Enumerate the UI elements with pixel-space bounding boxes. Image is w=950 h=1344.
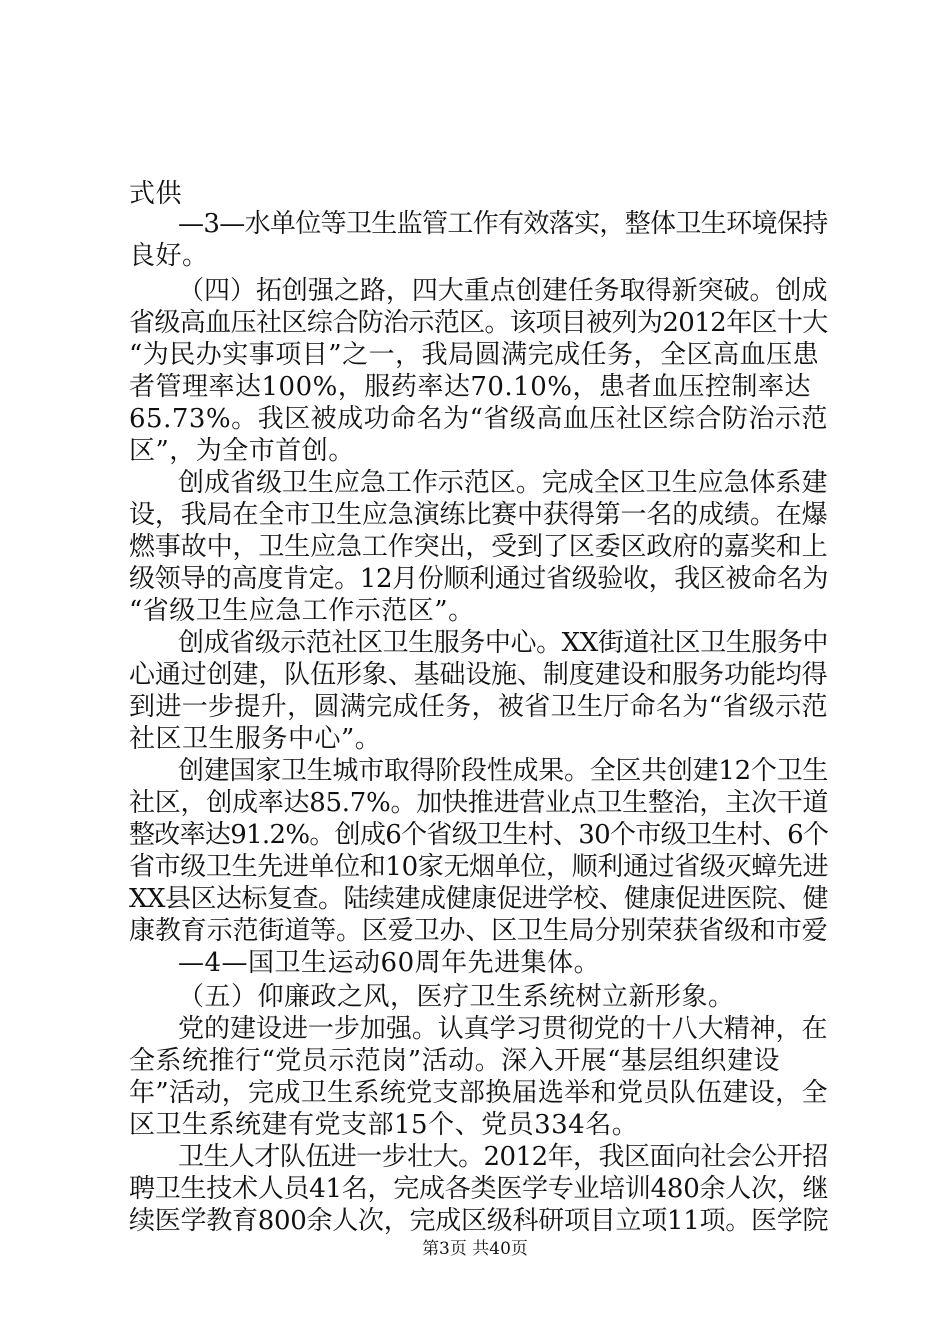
text-line: “为民办实事项目”之一，我局圆满完成任务，全区高血压患 [129, 340, 820, 370]
page-footer: 第3页 共40页 [422, 1239, 528, 1259]
text-line: 式供 [129, 179, 183, 209]
text-line: 省级高血压社区综合防治示范区。该项目被列为2012年区十大 [129, 308, 828, 338]
text-line: 65.73%。我区被成功命名为“省级高血压社区综合防治示范 [129, 404, 828, 434]
text-line: 康教育示范街道等。区爱卫办、区卫生局分别荣获省级和市爱 [129, 916, 828, 946]
text-line: 聘卫生技术人员41名，完成各类医学专业培训480余人次，继 [129, 1174, 829, 1204]
text-line: —3—水单位等卫生监管工作有效落实，整体卫生环境保持 [178, 209, 828, 239]
text-line: 区”，为全市首创。 [129, 436, 355, 466]
section-heading: （五）仰廉政之风，医疗卫生系统树立新形象。 [178, 982, 735, 1012]
text-line: 社区卫生服务中心”。 [129, 724, 382, 754]
text-line: 区卫生系统建有党支部15个、党员334名。 [129, 1110, 639, 1140]
text-line: 创成省级示范社区卫生服务中心。XX街道社区卫生服务中 [178, 628, 829, 658]
text-line: 年”活动，完成卫生系统党支部换届选举和党员队伍建设，全 [129, 1078, 828, 1108]
text-line: 省市级卫生先进单位和10家无烟单位，顺利通过省级灭蟑先进 [129, 852, 829, 882]
text-line: 者管理率达100%，服药率达70.10%，患者血压控制率达 [129, 372, 811, 402]
text-line: 卫生人才队伍进一步壮大。2012年，我区面向社会公开招 [178, 1142, 828, 1172]
text-line: XX县区达标复查。陆续建成健康促进学校、健康促进医院、健 [129, 884, 829, 914]
text-line: 全系统推行“党员示范岗”活动。深入开展“基层组织建设 [129, 1046, 780, 1076]
text-line: 党的建设进一步加强。认真学习贯彻党的十八大精神，在 [178, 1014, 828, 1044]
text-line: —4—国卫生运动60周年先进集体。 [178, 948, 601, 978]
text-line: 社区，创成率达85.7%。加快推进营业点卫生整治，主次干道 [129, 788, 829, 818]
text-line: 创建国家卫生城市取得阶段性成果。全区共创建12个卫生 [178, 756, 829, 786]
text-line: 良好。 [129, 241, 209, 271]
text-line: 整改率达91.2%。创成6个省级卫生村、30个市级卫生村、6个 [129, 820, 829, 850]
text-line: 级领导的高度肯定。12月份顺利通过省级验收，我区被命名为 [129, 564, 829, 594]
section-heading: （四）拓创强之路，四大重点创建任务取得新突破。创成 [178, 276, 828, 306]
text-line: 到进一步提升，圆满完成任务，被省卫生厅命名为“省级示范 [129, 692, 828, 722]
text-line: 燃事故中，卫生应急工作突出，受到了区委区政府的嘉奖和上 [129, 532, 828, 562]
text-line: 心通过创建，队伍形象、基础设施、制度建设和服务功能均得 [129, 660, 828, 690]
text-line: 创成省级卫生应急工作示范区。完成全区卫生应急体系建 [178, 468, 828, 498]
text-line: “省级卫生应急工作示范区”。 [129, 596, 475, 626]
text-line: 续医学教育800余人次，完成区级科研项目立项11项。医学院 [129, 1206, 829, 1236]
text-line: 设，我局在全市卫生应急演练比赛中获得第一名的成绩。在爆 [129, 500, 828, 530]
